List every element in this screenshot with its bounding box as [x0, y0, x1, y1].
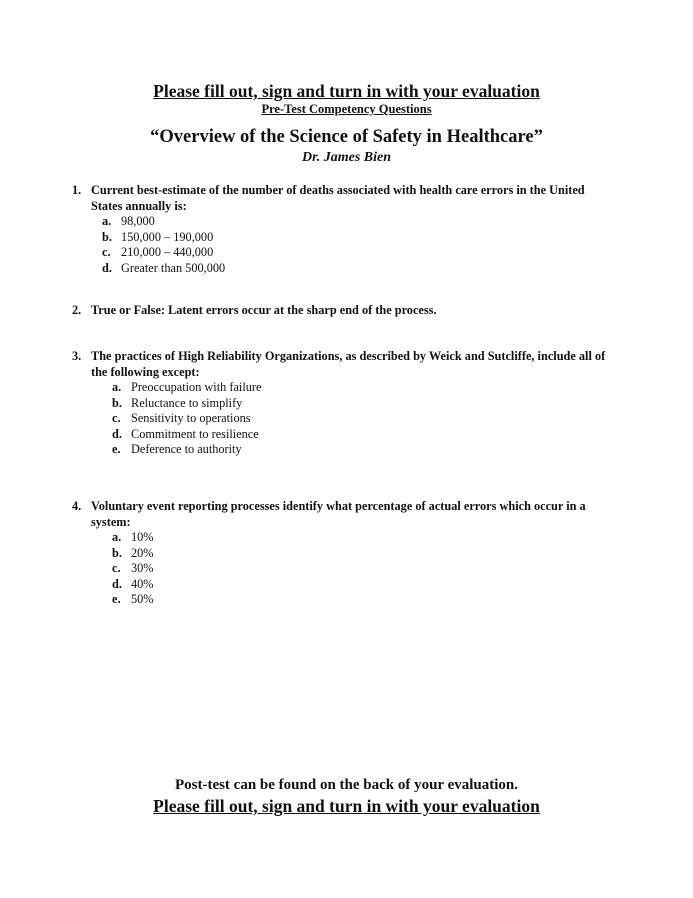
- question-text: Voluntary event reporting processes identify what percentage of actual errors which occur in a system:: [91, 499, 586, 529]
- option-letter: c.: [112, 411, 121, 426]
- option-letter: d.: [112, 426, 122, 441]
- question-number: 3.: [72, 349, 82, 363]
- option-letter: d.: [102, 260, 112, 275]
- option-letter: b.: [112, 545, 122, 560]
- option-letter: a.: [102, 214, 112, 228]
- question-text: Current best-estimate of the number of deaths associated with health care errors in the United States annually is:: [91, 183, 585, 213]
- header-subtitle: Pre-Test Competency Questions: [261, 102, 432, 116]
- option-text: Sensitivity to operations: [131, 411, 251, 426]
- option-letter: b.: [102, 229, 112, 244]
- question-number: 1.: [72, 183, 82, 197]
- footer-instruction: Please fill out, sign and turn in with your evaluation: [153, 796, 540, 816]
- document-title: “Overview of the Science of Safety in Healthcare”: [150, 127, 543, 147]
- option-text: Greater than 500,000: [121, 260, 226, 275]
- question-3: [72, 349, 612, 380]
- option-text: 40%: [131, 576, 154, 591]
- header-instruction: Please fill out, sign and turn in with your evaluation: [153, 81, 540, 101]
- option-letter: a.: [112, 530, 122, 544]
- option-text: 98,000: [121, 214, 155, 228]
- option-letter: c.: [112, 561, 121, 576]
- question-text: True or False: Latent errors occur at the sharp end of the process.: [91, 303, 437, 317]
- option-letter: e.: [112, 592, 121, 607]
- question-text: The practices of High Reliability Organizations, as described by Weick and Sutcliffe, include all of the following except:: [91, 349, 606, 379]
- option-letter: e.: [112, 442, 121, 457]
- question-number: 4.: [72, 499, 82, 513]
- option-letter: a.: [112, 380, 122, 394]
- author-name: Dr. James Bien: [301, 150, 392, 165]
- question-1: [72, 183, 612, 214]
- option-text: Preoccupation with failure: [131, 380, 262, 394]
- option-letter: b.: [112, 395, 122, 410]
- option-text: 20%: [131, 545, 154, 560]
- option-text: 30%: [131, 561, 154, 576]
- option-text: 150,000 – 190,000: [121, 229, 214, 244]
- option-text: Reluctance to simplify: [131, 395, 243, 410]
- question-2: [72, 303, 612, 319]
- option-text: Commitment to resilience: [131, 426, 259, 441]
- question-4: [72, 499, 612, 530]
- option-letter: c.: [102, 245, 111, 260]
- option-text: 50%: [131, 592, 154, 607]
- option-text: 210,000 – 440,000: [121, 245, 214, 260]
- question-number: 2.: [72, 303, 82, 317]
- option-text: Deference to authority: [131, 442, 242, 457]
- option-text: 10%: [131, 530, 154, 544]
- footer-note: Post-test can be found on the back of your evaluation.: [174, 777, 519, 793]
- option-letter: d.: [112, 576, 122, 591]
